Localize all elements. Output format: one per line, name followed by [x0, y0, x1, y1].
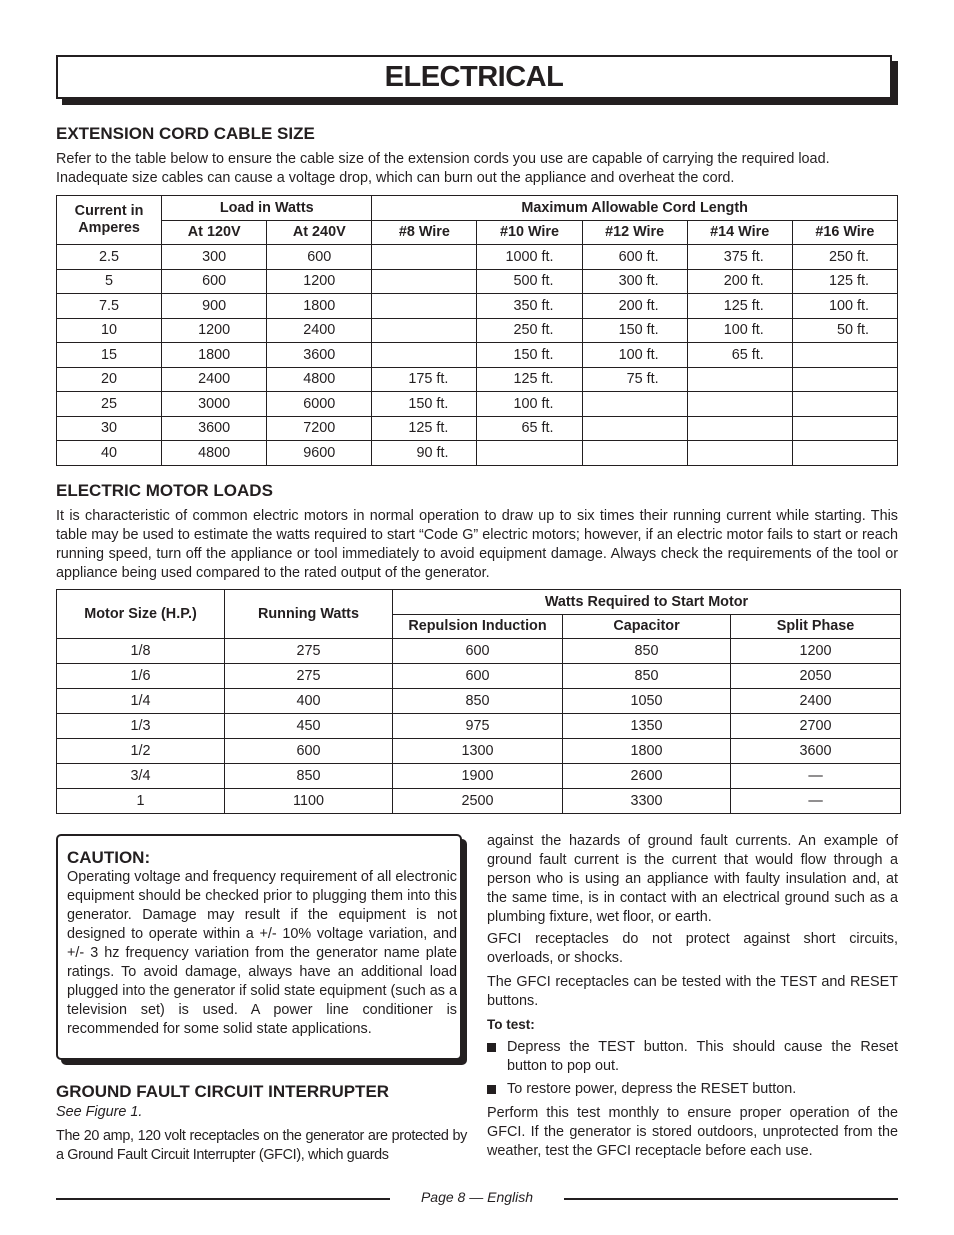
ext-cord-row — [57, 269, 898, 294]
ext-cord-cell: 4800 — [162, 441, 267, 466]
page-title-box — [56, 55, 892, 99]
col-repulsion: Repulsion Induction — [393, 614, 563, 639]
motor-cell: 1350 — [563, 714, 731, 739]
ext-cord-cell: 150 ft. — [582, 318, 687, 343]
ext-cord-intro: Refer to the table below to ensure the cable size of the extension cords you use are capable of carrying the required load. Inadequate size cables can cause a voltage drop, which can burn out the appliance and overheat the cord. — [56, 151, 830, 186]
footer-rule-right — [564, 1198, 898, 1200]
ext-cord-cell: 125 ft. — [792, 269, 897, 294]
motor-cell: 2500 — [393, 789, 563, 814]
ext-cord-cell — [687, 441, 792, 466]
gfci-see-figure: See Figure 1. — [56, 1104, 143, 1120]
ext-cord-cell: 7200 — [267, 416, 372, 441]
ext-cord-heading: EXTENSION CORD CABLE SIZE — [56, 124, 315, 143]
motor-cell: 1900 — [393, 764, 563, 789]
bullet-square-icon — [487, 1043, 496, 1052]
ext-cord-cell: 9600 — [267, 441, 372, 466]
ext-cord-cell: 2400 — [267, 318, 372, 343]
motor-cell: 1050 — [563, 689, 731, 714]
motor-table — [56, 589, 901, 814]
ext-cord-cell: 175 ft. — [372, 367, 477, 392]
ext-cord-cell: 1200 — [162, 318, 267, 343]
col-length: Maximum Allowable Cord Length — [372, 196, 898, 221]
ext-cord-cell — [372, 343, 477, 368]
col-running: Running Watts — [225, 590, 393, 639]
gfci-para3: The GFCI receptacles can be tested with the TEST and RESET buttons. — [487, 974, 898, 1009]
ext-cord-cell: 15 — [57, 343, 162, 368]
ext-cord-cell: 65 ft. — [477, 416, 582, 441]
ext-cord-cell: 30 — [57, 416, 162, 441]
motor-cell: 1/3 — [57, 714, 225, 739]
col-capacitor: Capacitor — [563, 614, 731, 639]
col-120v: At 120V — [162, 220, 267, 245]
ext-cord-cell: 65 ft. — [687, 343, 792, 368]
ext-cord-cell — [792, 392, 897, 417]
ext-cord-cell: 200 ft. — [582, 294, 687, 319]
gfci-bullet-2-text: To restore power, depress the RESET button. — [507, 1081, 797, 1097]
ext-cord-cell: 150 ft. — [477, 343, 582, 368]
ext-cord-cell: 600 — [162, 269, 267, 294]
motor-cell: 850 — [225, 764, 393, 789]
bullet-square-icon — [487, 1085, 496, 1094]
ext-cord-cell: 2.5 — [57, 245, 162, 270]
ext-cord-cell: 125 ft. — [372, 416, 477, 441]
motor-row — [57, 689, 901, 714]
col-10wire: #10 Wire — [477, 220, 582, 245]
ext-cord-cell — [372, 269, 477, 294]
ext-cord-cell: 200 ft. — [687, 269, 792, 294]
motor-cell: 2050 — [731, 664, 901, 689]
ext-cord-cell: 6000 — [267, 392, 372, 417]
ext-cord-cell: 25 — [57, 392, 162, 417]
ext-cord-cell: 1800 — [162, 343, 267, 368]
ext-cord-cell: 50 ft. — [792, 318, 897, 343]
ext-cord-cell: 1200 — [267, 269, 372, 294]
motor-intro: It is characteristic of common electric motors in normal operation to draw up to six times their running current while starting. This table may be used to estimate the watts required to start “Code G” electric motors; however, if an electric motor fails to start or reach running speed, turn off the appliance or tool immediately to avoid equipment damage. Always check the requirements of the tool or appliance being used compared to the rated output of the generator. — [56, 508, 898, 581]
ext-cord-cell: 100 ft. — [792, 294, 897, 319]
ext-cord-cell — [372, 245, 477, 270]
ext-cord-row — [57, 245, 898, 270]
motor-cell: 275 — [225, 664, 393, 689]
motor-cell: 1/2 — [57, 739, 225, 764]
ext-cord-cell: 10 — [57, 318, 162, 343]
motor-cell: 275 — [225, 639, 393, 664]
col-16wire: #16 Wire — [792, 220, 897, 245]
motor-cell: 400 — [225, 689, 393, 714]
ext-cord-cell — [792, 441, 897, 466]
ext-cord-cell: 3000 — [162, 392, 267, 417]
ext-cord-cell: 2400 — [162, 367, 267, 392]
ext-cord-row — [57, 441, 898, 466]
ext-cord-cell: 250 ft. — [477, 318, 582, 343]
ext-cord-cell: 300 — [162, 245, 267, 270]
motor-cell: 850 — [563, 664, 731, 689]
motor-cell: 850 — [563, 639, 731, 664]
page-title: ELECTRICAL — [384, 61, 564, 93]
motor-cell: 2600 — [563, 764, 731, 789]
ext-cord-cell — [582, 392, 687, 417]
motor-cell: 600 — [225, 739, 393, 764]
ext-cord-row — [57, 392, 898, 417]
ext-cord-cell — [582, 441, 687, 466]
ext-cord-cell: 900 — [162, 294, 267, 319]
ext-cord-cell: 375 ft. — [687, 245, 792, 270]
ext-cord-cell: 100 ft. — [687, 318, 792, 343]
motor-cell: 1/4 — [57, 689, 225, 714]
col-motor-size: Motor Size (H.P.) — [57, 590, 225, 639]
gfci-bullet-1-text: Depress the TEST button. This should cause the Reset button to pop out. — [507, 1039, 898, 1074]
ext-cord-cell: 40 — [57, 441, 162, 466]
ext-cord-cell: 5 — [57, 269, 162, 294]
ext-cord-cell: 20 — [57, 367, 162, 392]
ext-cord-cell: 4800 — [267, 367, 372, 392]
ext-cord-cell: 250 ft. — [792, 245, 897, 270]
page-footer: Page 8 — English — [420, 1189, 534, 1205]
motor-cell: 1800 — [563, 739, 731, 764]
col-load: Load in Watts — [162, 196, 372, 221]
ext-cord-cell: 600 ft. — [582, 245, 687, 270]
col-split: Split Phase — [731, 614, 901, 639]
motor-row — [57, 714, 901, 739]
motor-cell: — — [731, 789, 901, 814]
ext-cord-cell: 1000 ft. — [477, 245, 582, 270]
motor-row — [57, 789, 901, 814]
gfci-heading: GROUND FAULT CIRCUIT INTERRUPTER — [56, 1082, 390, 1101]
caution-title: CAUTION: — [67, 848, 151, 867]
ext-cord-cell: 3600 — [267, 343, 372, 368]
motor-cell: — — [731, 764, 901, 789]
ext-cord-cell: 600 — [267, 245, 372, 270]
ext-cord-table — [56, 195, 898, 466]
ext-cord-cell — [687, 416, 792, 441]
ext-cord-cell: 350 ft. — [477, 294, 582, 319]
ext-cord-cell: 300 ft. — [582, 269, 687, 294]
motor-cell: 1200 — [731, 639, 901, 664]
ext-cord-cell — [372, 318, 477, 343]
ext-cord-cell: 7.5 — [57, 294, 162, 319]
gfci-para1-cont: against the hazards of ground fault currents. An example of ground fault current is the current that would flow through a person who is using an appliance with faulty insulation and, at the same time, is in contact with an electrical ground such as a plumbing fixture, wet floor, or earth. — [487, 833, 898, 925]
motor-cell: 600 — [393, 639, 563, 664]
gfci-to-test: To test: — [487, 1017, 535, 1032]
ext-cord-row — [57, 343, 898, 368]
motor-cell: 1100 — [225, 789, 393, 814]
motor-cell: 2400 — [731, 689, 901, 714]
col-start: Watts Required to Start Motor — [393, 590, 901, 615]
ext-cord-cell: 3600 — [162, 416, 267, 441]
ext-cord-cell: 500 ft. — [477, 269, 582, 294]
ext-cord-cell — [477, 441, 582, 466]
ext-cord-cell: 125 ft. — [687, 294, 792, 319]
motor-cell: 3300 — [563, 789, 731, 814]
col-current: Current in Amperes — [57, 196, 162, 245]
ext-cord-row — [57, 318, 898, 343]
motor-row — [57, 664, 901, 689]
motor-row — [57, 739, 901, 764]
col-8wire: #8 Wire — [372, 220, 477, 245]
gfci-bullet-2 — [487, 1080, 898, 1099]
motor-heading: ELECTRIC MOTOR LOADS — [56, 481, 273, 500]
motor-cell: 3600 — [731, 739, 901, 764]
ext-cord-cell — [792, 416, 897, 441]
ext-cord-cell: 75 ft. — [582, 367, 687, 392]
motor-cell: 1/8 — [57, 639, 225, 664]
footer-rule-left — [56, 1198, 390, 1200]
col-240v: At 240V — [267, 220, 372, 245]
motor-cell: 1/6 — [57, 664, 225, 689]
motor-cell: 600 — [393, 664, 563, 689]
col-14wire: #14 Wire — [687, 220, 792, 245]
ext-cord-cell — [792, 367, 897, 392]
gfci-para1: The 20 amp, 120 volt receptacles on the generator are protected by a Ground Fault Circuit Interrupter (GFCI), which guards — [56, 1128, 467, 1163]
ext-cord-cell: 90 ft. — [372, 441, 477, 466]
ext-cord-row — [57, 294, 898, 319]
gfci-para2: GFCI receptacles do not protect against short circuits, overloads, or shocks. — [487, 931, 898, 966]
motor-cell: 1 — [57, 789, 225, 814]
motor-row — [57, 639, 901, 664]
caution-box — [56, 834, 462, 1060]
ext-cord-cell: 1800 — [267, 294, 372, 319]
caution-body: Operating voltage and frequency requirement of all electronic equipment should be checked prior to plugging them into this generator. Damage may result if the equipment is not designed to operate within a +/- 10% voltage variation, and +/- 3 hz frequency variation from the generator name plate ratings. To avoid damage, always have an additional load plugged into the generator if solid state equipment (such as a television set) is used. A power line conditioner is recommended for some solid state applications. — [67, 869, 457, 1037]
ext-cord-cell — [372, 294, 477, 319]
motor-cell: 1300 — [393, 739, 563, 764]
motor-cell: 3/4 — [57, 764, 225, 789]
ext-cord-row — [57, 367, 898, 392]
motor-cell: 975 — [393, 714, 563, 739]
ext-cord-cell — [792, 343, 897, 368]
ext-cord-cell: 100 ft. — [582, 343, 687, 368]
ext-cord-row — [57, 416, 898, 441]
ext-cord-cell: 150 ft. — [372, 392, 477, 417]
ext-cord-cell — [687, 392, 792, 417]
motor-cell: 2700 — [731, 714, 901, 739]
gfci-bullet-1 — [487, 1038, 898, 1076]
motor-cell: 450 — [225, 714, 393, 739]
gfci-para4: Perform this test monthly to ensure proper operation of the GFCI. If the generator is stored outdoors, unprotected from the weather, test the GFCI receptacle before each use. — [487, 1105, 898, 1159]
ext-cord-cell: 125 ft. — [477, 367, 582, 392]
ext-cord-cell — [687, 367, 792, 392]
ext-cord-cell: 100 ft. — [477, 392, 582, 417]
col-12wire: #12 Wire — [582, 220, 687, 245]
motor-row — [57, 764, 901, 789]
motor-cell: 850 — [393, 689, 563, 714]
ext-cord-cell — [582, 416, 687, 441]
